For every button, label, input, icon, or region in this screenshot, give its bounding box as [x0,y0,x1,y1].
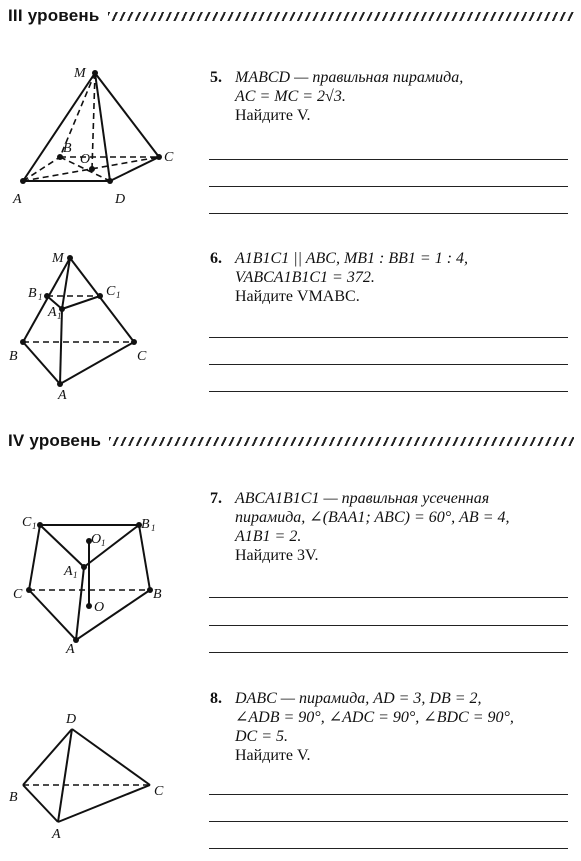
answer-line[interactable] [209,597,568,598]
task-line: AC = MC = 2√3. [235,88,346,105]
vertex-label-B: B [63,141,72,156]
vertex-label-A: A [66,642,75,657]
subscript-1: 1 [101,538,106,548]
task-line: Найдите V. [235,107,311,124]
task-line: Найдите 3V. [235,547,319,564]
task-line: ABCA1B1C1 — правильная усеченная [235,490,490,507]
vertex-label-C: C [13,587,23,602]
subscript-1: 1 [57,311,62,321]
vertex-label-C1: C [106,284,116,299]
task-line: DABC — пирамида, AD = 3, DB = 2, [235,690,482,707]
vertex-label-B1: B [28,286,37,301]
task-line: MABCD — правильная пирамида, [235,69,464,86]
answer-line[interactable] [209,159,568,160]
answer-line[interactable] [209,337,568,338]
vertex-label-B: B [9,349,18,364]
task-number: 6. [210,250,222,267]
task-line: A1B1C1 || ABC, MB1 : BB1 = 1 : 4, [235,250,469,267]
answer-line[interactable] [209,794,568,795]
level-header-4 [8,431,574,451]
vertex-label-B: B [153,587,162,602]
figure-pyramid-5 [0,55,200,215]
vertex-label-C: C [137,349,147,364]
vertex-label-A: A [52,827,61,842]
level-header-3 [8,6,574,26]
subscript-1: 1 [116,290,121,300]
hatch-divider [109,437,574,446]
task-number: 5. [210,69,222,86]
task-line: Найдите V. [235,747,311,764]
vertex-label-A1: A [48,305,57,320]
figure-truncated-pyramid-7 [0,505,170,655]
task-6 [210,249,570,306]
vertex-label-B: B [9,790,18,805]
task-line: Найдите VMABC. [235,288,360,305]
figure-pyramid-6 [0,250,160,403]
task-number: 7. [210,490,222,507]
vertex-label-M: M [52,251,64,266]
vertex-label-D: D [66,712,77,727]
vertex-label-C: C [154,784,164,799]
vertex-label-C1: C [22,515,32,530]
level-title: III уровень [8,6,100,25]
answer-line[interactable] [209,821,568,822]
vertex-label-C: C [164,150,174,165]
answer-line[interactable] [209,625,568,626]
answer-line[interactable] [209,213,568,214]
vertex-label-A1: A [64,564,73,579]
task-number: 8. [210,690,222,707]
hatch-divider [108,12,575,21]
figure-pyramid-8 [0,705,170,845]
answer-line[interactable] [209,652,568,653]
vertex-label-A: A [13,192,22,207]
task-5 [210,68,570,125]
vertex-label-O: O [94,600,105,615]
task-line: пирамида, ∠(BAA1; ABC) = 60°, AB = 4, [235,509,510,526]
level-title: IV уровень [8,431,102,450]
answer-line[interactable] [209,391,568,392]
answer-line[interactable] [209,186,568,187]
vertex-label-B1: B [141,517,150,532]
answer-line[interactable] [209,364,568,365]
subscript-1: 1 [32,521,37,531]
task-line: VABCA1B1C1 = 372. [235,269,375,286]
subscript-1: 1 [73,570,78,580]
answer-line[interactable] [209,848,568,849]
vertex-label-A: A [58,388,67,403]
task-7 [210,489,570,565]
vertex-label-M: M [74,66,86,81]
vertex-label-O1: O [91,532,102,547]
task-8 [210,689,570,765]
task-line: ∠ADB = 90°, ∠ADC = 90°, ∠BDC = 90°, [235,709,514,726]
vertex-label-O: O [80,152,91,167]
subscript-1: 1 [151,523,156,533]
task-line: A1B1 = 2. [235,528,302,545]
subscript-1: 1 [38,292,43,302]
task-line: DC = 5. [235,728,289,745]
vertex-label-D: D [115,192,126,207]
